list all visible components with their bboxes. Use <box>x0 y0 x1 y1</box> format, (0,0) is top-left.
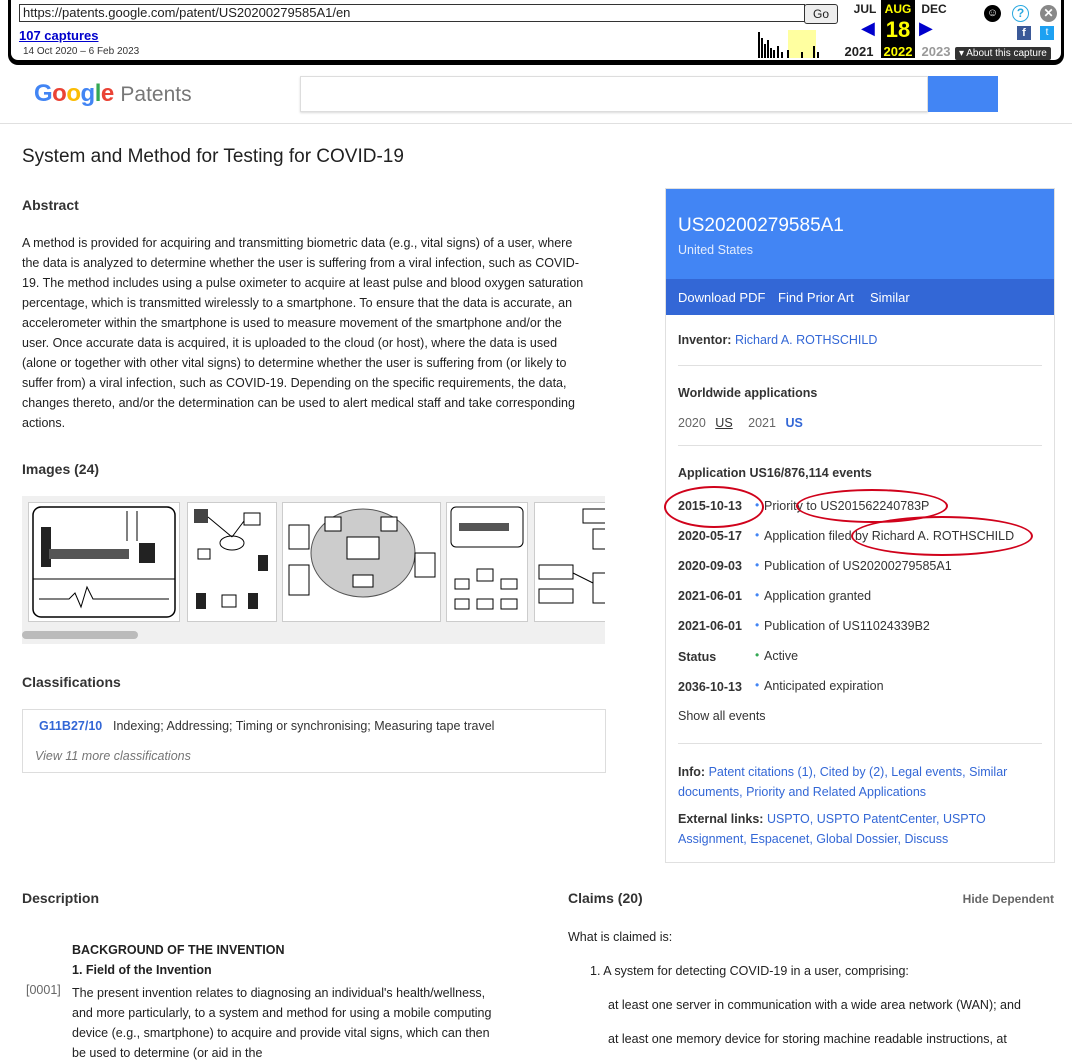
patent-image-thumbnail[interactable] <box>187 502 277 622</box>
status-value: Active <box>764 649 799 663</box>
wayback-current-year: 2022 <box>883 44 913 59</box>
wayback-date-range: 14 Oct 2020 – 6 Feb 2023 <box>23 46 140 57</box>
hide-dependent-button[interactable]: Hide Dependent <box>962 892 1054 906</box>
description-paragraph: The present invention relates to diagnosing an individual's health/wellness, and more particularly, to a system and method for using a mobile computing device (e.g., smartphone) to acquire and provide vital signs, which can then be used to determine (or aid in the <box>72 986 492 1060</box>
event-dot-icon: • <box>755 678 760 692</box>
find-prior-art-button[interactable]: Find Prior Art <box>778 290 854 305</box>
patent-image-thumbnail[interactable] <box>534 502 605 622</box>
card-divider <box>678 445 1042 446</box>
google-patents-logo[interactable]: Google Patents <box>34 80 192 107</box>
card-actions-bar <box>666 279 1054 315</box>
show-all-events-link[interactable]: Show all events <box>678 709 766 723</box>
description-heading: Description <box>22 890 100 906</box>
patent-image-thumbnail[interactable] <box>28 502 180 622</box>
event-text: Publication of US20200279585A1 <box>764 559 952 573</box>
info-links[interactable]: Patent citations (1), Cited by (2), Legal events, Similar documents, Priority and Related Applications <box>678 765 1008 799</box>
event-text: Anticipated expiration <box>764 679 884 693</box>
wayback-prev-year[interactable]: 2021 <box>844 44 874 59</box>
close-icon[interactable]: ✕ <box>1040 5 1057 22</box>
description-subheading: BACKGROUND OF THE INVENTION <box>72 943 285 957</box>
event-text: Application filed by Richard A. ROTHSCHILD <box>764 529 1015 543</box>
claim-element: at least one server in communication with a wide area network (WAN); and <box>608 998 1021 1012</box>
download-pdf-button[interactable]: Download PDF <box>678 290 766 305</box>
event-dot-icon: • <box>755 528 760 542</box>
images-heading: Images (24) <box>22 461 100 477</box>
search-button[interactable] <box>928 76 998 112</box>
event-dot-icon: • <box>755 588 760 602</box>
wayback-go-button[interactable]: Go <box>804 4 838 24</box>
event-dot-icon: • <box>755 558 760 572</box>
classifications-box <box>22 709 606 773</box>
claims-section <box>568 890 1058 1046</box>
classification-description: Indexing; Addressing; Timing or synchronising; Measuring tape travel <box>113 719 495 733</box>
wayback-current-month: AUG <box>884 2 912 16</box>
patent-number: US20200279585A1 <box>678 215 844 236</box>
wayback-about-capture-button[interactable]: ▾ About this capture <box>955 47 1051 60</box>
annotation-oval <box>851 516 1033 556</box>
description-section <box>22 890 522 1060</box>
event-dot-icon: • <box>755 618 760 632</box>
claims-intro: What is claimed is: <box>568 930 673 944</box>
info-label: Info: <box>678 765 706 779</box>
wayback-capture-graph[interactable] <box>141 30 831 58</box>
twitter-icon[interactable]: t <box>1040 26 1054 40</box>
abstract-text: A method is provided for acquiring and transmitting biometric data (e.g., vital signs) of a user, where the data is analyzed to determine whether the user is suffering from a viral infection, such as COVID-19. The method includes using a pulse oximeter to acquire at least pulse and blood oxygen saturation percentage, which is transmitted wirelessly to a smartphone. To ensure that the data is accurate, an accelerometer within the smartphone is used to measure movement of the smartphone and/or the user. Once accurate data is acquired, it is uploaded to the cloud (or host), where the data is used (alone or together with other vital signs) to determine whether the user is suffering from (or likely to suffer from) a viral infection, such as COVID-19. Depending on the specific requirements, the data, changes thereto, and/or the determination can be used to alert medical staff and take corresponding actions. <box>22 236 584 430</box>
ww-year: 2021 <box>748 416 776 430</box>
patent-country: United States <box>678 243 754 257</box>
facebook-icon[interactable]: f <box>1017 26 1031 40</box>
paragraph-number: [0001] <box>26 983 61 997</box>
event-text: Application granted <box>764 589 872 603</box>
header-divider <box>0 123 1072 124</box>
status-label: Status <box>678 650 717 664</box>
claims-heading: Claims (20) <box>568 890 643 906</box>
status-dot-icon: • <box>755 648 760 662</box>
event-text: Publication of US11024339B2 <box>764 619 930 633</box>
patent-title: System and Method for Testing for COVID-19 <box>22 146 404 167</box>
inventor-label: Inventor: <box>678 333 732 347</box>
event-date: 2021-06-01 <box>678 619 742 633</box>
patent-image-thumbnail[interactable] <box>282 502 441 622</box>
image-carousel[interactable] <box>22 496 605 644</box>
event-date: 2021-06-01 <box>678 589 742 603</box>
wayback-url-input[interactable]: https://patents.google.com/patent/US20200279585A1/en <box>19 4 805 22</box>
annotation-oval <box>664 486 764 528</box>
view-more-classifications-link[interactable]: View 11 more classifications <box>35 749 191 763</box>
ww-country-link[interactable]: US <box>785 416 803 430</box>
description-field-heading: 1. Field of the Invention <box>72 963 212 977</box>
patent-image-thumbnail[interactable] <box>446 502 528 622</box>
ww-country-current: US <box>715 416 733 430</box>
events-label: Application US16/876,114 events <box>678 466 872 480</box>
classification-code-link[interactable]: G11B27/10 <box>39 719 103 733</box>
help-icon[interactable]: ? <box>1012 5 1029 22</box>
carousel-scrollbar[interactable] <box>22 631 138 639</box>
classifications-heading: Classifications <box>22 674 121 690</box>
abstract-heading: Abstract <box>22 197 79 213</box>
wayback-prev-month[interactable]: JUL <box>853 2 877 16</box>
wayback-captures-link[interactable]: 107 captures <box>19 28 99 43</box>
search-input[interactable] <box>300 76 928 112</box>
event-date: 2015-10-13 <box>678 499 742 513</box>
wayback-next-year[interactable]: 2023 <box>921 44 951 59</box>
inventor-link[interactable]: Richard A. ROTHSCHILD <box>734 333 878 347</box>
wayback-prev-arrow-icon[interactable]: ◀ <box>861 18 875 38</box>
wayback-toolbar <box>8 0 1064 63</box>
logo-patents-text: Patents <box>120 83 192 106</box>
external-links[interactable]: USPTO, USPTO PatentCenter, USPTO Assignment, Espacenet, Global Dossier, Discuss <box>678 812 986 846</box>
card-header <box>666 189 1054 279</box>
ww-year: 2020 <box>678 416 706 430</box>
worldwide-label: Worldwide applications <box>678 386 818 400</box>
event-date: 2020-09-03 <box>678 559 742 573</box>
event-date: 2020-05-17 <box>678 529 742 543</box>
claim-element: at least one memory device for storing machine readable instructions, at <box>608 1032 1007 1046</box>
similar-button[interactable]: Similar <box>870 290 910 305</box>
wayback-current-day: 18 <box>881 17 915 43</box>
card-divider <box>678 365 1042 366</box>
card-divider <box>678 743 1042 744</box>
external-links-label: External links: <box>678 812 764 826</box>
wayback-next-arrow-icon[interactable]: ▶ <box>919 18 933 38</box>
event-dot-icon: • <box>755 498 760 512</box>
event-date: 2036-10-13 <box>678 680 742 694</box>
claim-text: 1. A system for detecting COVID-19 in a user, comprising: <box>590 964 909 978</box>
wayback-next-month[interactable]: DEC <box>921 2 947 16</box>
account-icon[interactable]: ☺ <box>984 5 1001 22</box>
event-text: Priority to US201562240783P <box>764 499 930 513</box>
